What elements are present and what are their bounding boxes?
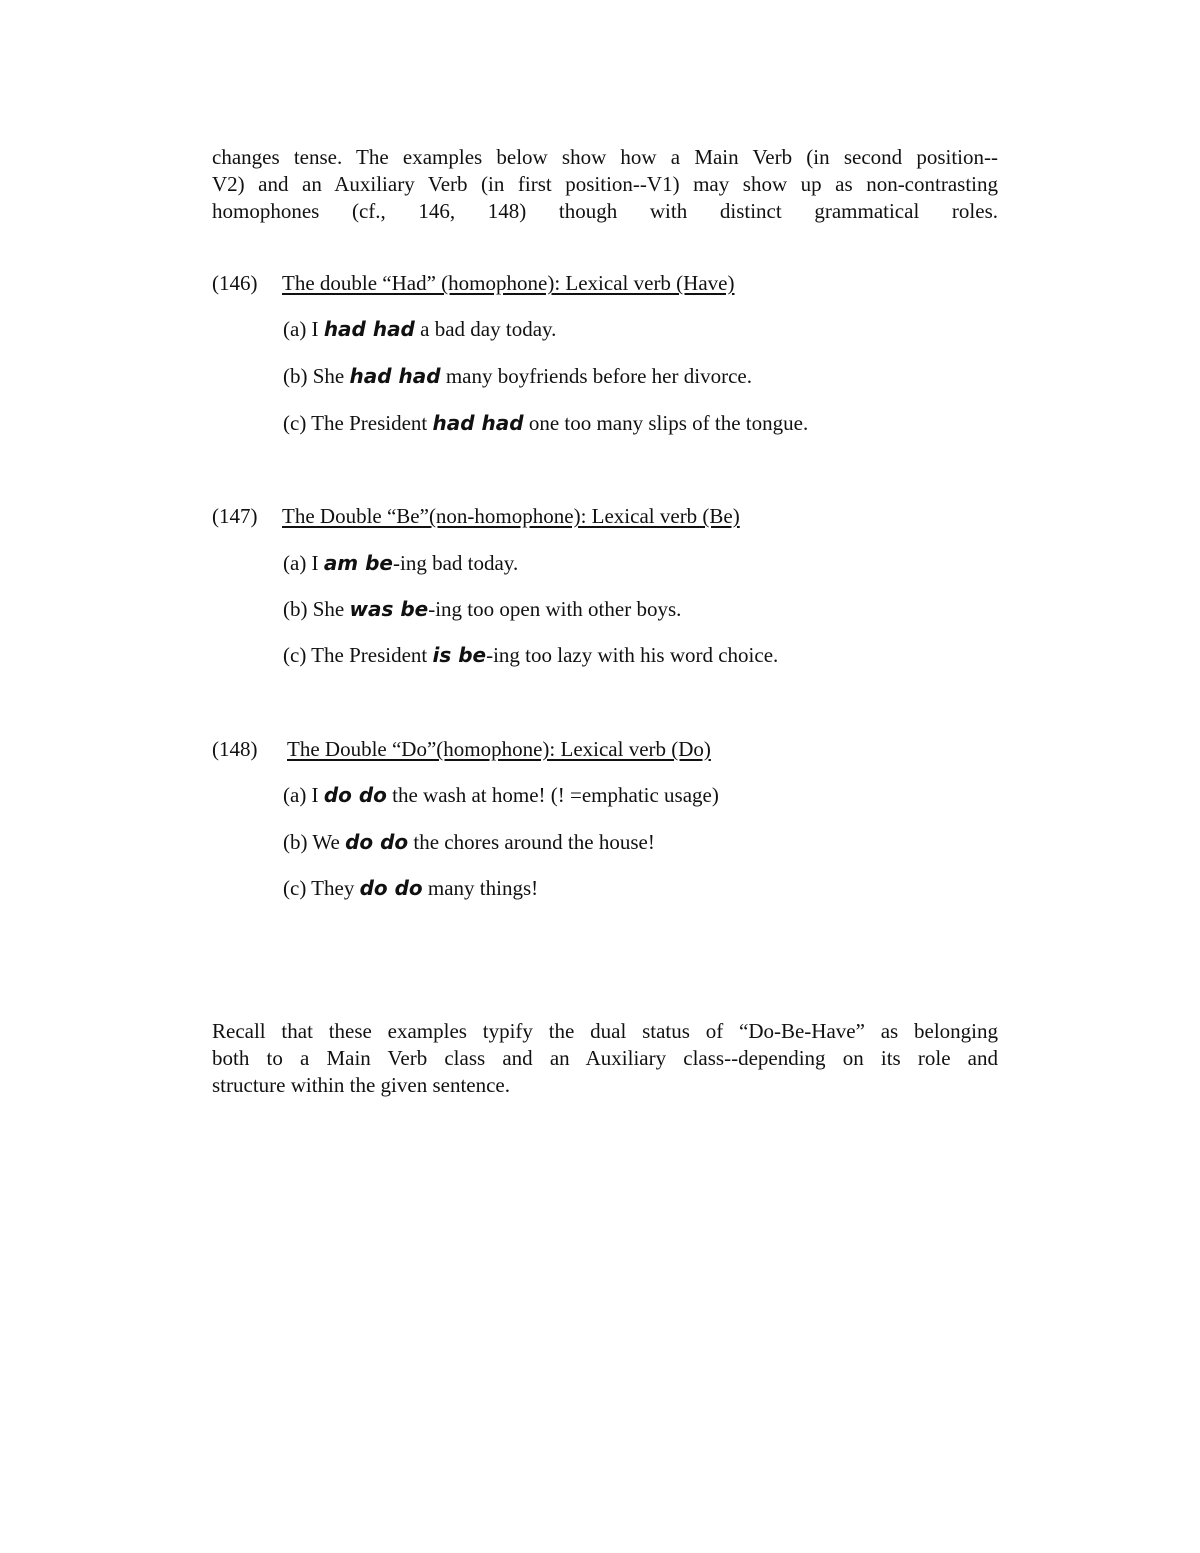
emphasized-verbs: had had [349, 364, 441, 388]
example-item [283, 875, 538, 902]
example-item [283, 410, 808, 437]
example-number: (147) [212, 504, 258, 528]
emphasized-verbs: was be [349, 597, 429, 621]
item-suffix: one too many slips of the tongue. [523, 411, 809, 435]
item-suffix: -ing bad today. [393, 551, 519, 575]
item-prefix: (a) I [283, 317, 324, 341]
item-prefix: (c) The President [283, 643, 433, 667]
item-prefix: (b) She [283, 597, 350, 621]
item-suffix: the wash at home! (! =emphatic usage) [386, 783, 719, 807]
intro-line: changes tense. The examples below show how a Main Verb (in second position-- [212, 145, 998, 169]
example-item [283, 782, 719, 809]
example-title: The double “Had” (homophone): Lexical verb (Have) [282, 271, 735, 295]
example-heading-146 [212, 270, 734, 297]
example-item [283, 550, 518, 577]
emphasized-verbs: had had [432, 411, 524, 435]
item-suffix: -ing too lazy with his word choice. [486, 643, 779, 667]
recall-line: Recall that these examples typify the dual status of “Do-Be-Have” as belonging [212, 1019, 998, 1043]
emphasized-verbs: had had [323, 317, 415, 341]
item-prefix: (a) I [283, 783, 324, 807]
emphasized-verbs: is be [432, 643, 487, 667]
example-number: (146) [212, 271, 258, 295]
emphasized-verbs: do do [359, 876, 423, 900]
example-title: The Double “Be”(non-homophone): Lexical verb (Be) [282, 504, 740, 528]
recall-paragraph [212, 1018, 998, 1099]
item-prefix: (c) They [283, 876, 360, 900]
example-title: The Double “Do”(homophone): Lexical verb (Do) [287, 737, 711, 761]
item-suffix: the chores around the house! [408, 830, 655, 854]
intro-line: V2) and an Auxiliary Verb (in first position--V1) may show up as non-contrasting [212, 172, 998, 196]
example-heading-148 [212, 736, 711, 763]
item-suffix: many boyfriends before her divorce. [440, 364, 752, 388]
example-heading-147 [212, 503, 740, 530]
example-item [283, 642, 778, 669]
item-prefix: (c) The President [283, 411, 433, 435]
recall-line: both to a Main Verb class and an Auxiliary class--depending on its role and [212, 1046, 998, 1070]
item-suffix: many things! [422, 876, 539, 900]
emphasized-verbs: do do [345, 830, 409, 854]
emphasized-verbs: do do [323, 783, 387, 807]
item-suffix: -ing too open with other boys. [428, 597, 682, 621]
example-item [283, 316, 556, 343]
example-number: (148) [212, 737, 258, 761]
intro-line: homophones (cf., 146, 148) though with distinct grammatical roles. [212, 199, 998, 223]
example-item [283, 829, 655, 856]
intro-paragraph [212, 144, 998, 225]
recall-line: structure within the given sentence. [212, 1073, 510, 1097]
example-item [283, 363, 752, 390]
emphasized-verbs: am be [323, 551, 393, 575]
item-prefix: (b) We [283, 830, 346, 854]
example-item [283, 596, 681, 623]
item-prefix: (a) I [283, 551, 324, 575]
item-prefix: (b) She [283, 364, 350, 388]
item-suffix: a bad day today. [414, 317, 557, 341]
